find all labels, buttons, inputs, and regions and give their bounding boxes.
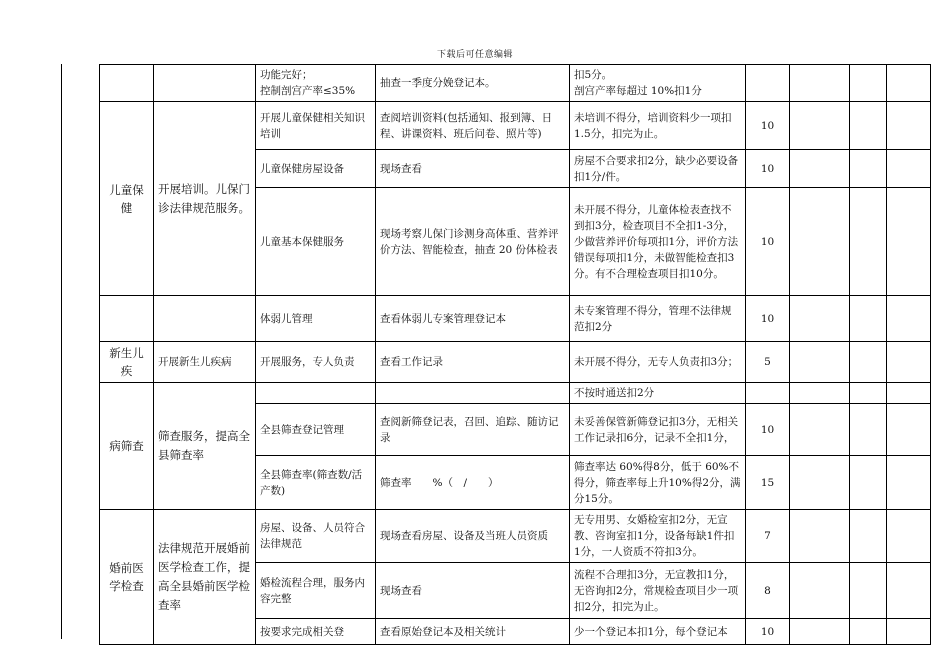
empty-cell — [887, 456, 931, 510]
requirement-cell: 筛查服务，提高全县筛查率 — [154, 383, 256, 510]
item-cell: 体弱儿管理 — [256, 296, 376, 342]
empty-cell — [850, 342, 887, 383]
empty-cell — [887, 150, 931, 188]
empty-cell — [887, 65, 931, 102]
empty-cell — [850, 65, 887, 102]
deduction-cell: 无专用男、女婚检室扣2分，无宣教、咨询室扣1分，设备每缺1件扣1分，一人资质不符扣3分。 — [570, 510, 746, 563]
score-cell: 10 — [746, 619, 790, 645]
deduction-cell: 少一个登记本扣1分，每个登记本 — [570, 619, 746, 645]
empty-cell — [850, 563, 887, 619]
deduction-cell: 扣5分。 剖宫产率每超过 10%扣1分 — [570, 65, 746, 102]
deduction-cell: 不按时通送扣2分 — [570, 383, 746, 404]
category-cell: 病筛查 — [100, 383, 154, 510]
empty-cell — [887, 404, 931, 456]
method-cell: 现场考察儿保门诊测身高体重、营养评价方法、智能检查，抽查 20 份体检表 — [376, 188, 570, 296]
empty-cell — [887, 342, 931, 383]
empty-cell — [850, 456, 887, 510]
item-cell: 开展儿童保健相关知识培训 — [256, 102, 376, 150]
table-row — [100, 342, 931, 383]
deduction-cell: 筛查率达 60%得8分，低于 60%不得分，筛查率每上升10%得2分，满分15分。 — [570, 456, 746, 510]
page-header: 下载后可任意编辑 — [436, 50, 513, 60]
score-cell: 8 — [746, 563, 790, 619]
method-cell — [376, 383, 570, 404]
score-cell: 10 — [746, 150, 790, 188]
requirement-cell: 开展培训。儿保门诊法律规范服务。 — [154, 102, 256, 296]
category-cell: 婚前医学检查 — [100, 510, 154, 645]
category-cell: 新生儿疾 — [100, 342, 154, 383]
empty-cell — [850, 404, 887, 456]
item-cell: 婚检流程合理，服务内容完整 — [256, 563, 376, 619]
empty-cell — [887, 510, 931, 563]
deduction-cell: 未专案管理不得分，管理不法律规范扣2分 — [570, 296, 746, 342]
item-cell: 全县筛查登记管理 — [256, 404, 376, 456]
empty-cell — [790, 188, 850, 296]
empty-cell — [790, 404, 850, 456]
table-row — [100, 383, 931, 404]
empty-cell — [790, 342, 850, 383]
category-cell — [100, 65, 154, 102]
item-cell: 全县筛查率(筛查数/活产数) — [256, 456, 376, 510]
item-cell: 房屋、设备、人员符合法律规范 — [256, 510, 376, 563]
table-row — [100, 65, 931, 102]
assessment-table — [99, 64, 931, 645]
score-cell: 10 — [746, 102, 790, 150]
method-cell: 现场查看房屋、设备及当班人员资质 — [376, 510, 570, 563]
requirement-cell: 开展新生儿疾病 — [154, 342, 256, 383]
method-cell: 抽查一季度分娩登记本。 — [376, 65, 570, 102]
table-row — [100, 510, 931, 563]
deduction-cell: 未妥善保管新筛登记扣3分，无相关工作记录扣6分，记录不全扣1分， — [570, 404, 746, 456]
left-margin-line — [61, 64, 62, 639]
empty-cell — [887, 102, 931, 150]
empty-cell — [850, 619, 887, 645]
empty-cell — [850, 150, 887, 188]
item-cell: 开展服务，专人负责 — [256, 342, 376, 383]
score-cell — [746, 383, 790, 404]
empty-cell — [790, 563, 850, 619]
item-cell — [256, 383, 376, 404]
empty-cell — [790, 619, 850, 645]
table-row — [100, 102, 931, 150]
empty-cell — [850, 188, 887, 296]
deduction-cell: 未培训不得分，培训资料少一项扣1.5分，扣完为止。 — [570, 102, 746, 150]
method-cell: 筛查率 %（ / ） — [376, 456, 570, 510]
empty-cell — [790, 296, 850, 342]
empty-cell — [887, 383, 931, 404]
category-cell — [100, 296, 154, 342]
requirement-cell — [154, 65, 256, 102]
score-cell: 10 — [746, 296, 790, 342]
empty-cell — [790, 383, 850, 404]
score-cell: 10 — [746, 404, 790, 456]
empty-cell — [790, 510, 850, 563]
empty-cell — [790, 150, 850, 188]
method-cell: 查看工作记录 — [376, 342, 570, 383]
empty-cell — [790, 65, 850, 102]
empty-cell — [887, 188, 931, 296]
score-cell: 10 — [746, 188, 790, 296]
requirement-cell — [154, 296, 256, 342]
score-cell: 5 — [746, 342, 790, 383]
category-cell: 儿童保健 — [100, 102, 154, 296]
empty-cell — [850, 510, 887, 563]
score-cell — [746, 65, 790, 102]
empty-cell — [790, 102, 850, 150]
method-cell: 查阅培训资料(包括通知、报到簿、日程、讲课资料、班后问卷、照片等) — [376, 102, 570, 150]
method-cell: 现场查看 — [376, 563, 570, 619]
deduction-cell: 房屋不合要求扣2分，缺少必要设备扣1分/件。 — [570, 150, 746, 188]
empty-cell — [887, 296, 931, 342]
item-cell: 功能完好； 控制剖宫产率≤35% — [256, 65, 376, 102]
method-cell: 查看体弱儿专案管理登记本 — [376, 296, 570, 342]
score-cell: 15 — [746, 456, 790, 510]
table-row — [100, 296, 931, 342]
method-cell: 查看原始登记本及相关统计 — [376, 619, 570, 645]
deduction-cell: 未开展不得分，儿童体检表查找不到扣3分，检查项目不全扣1-3分，少做营养评价每项扣1分，评价方法错误每项扣1分，未做智能检查扣3分。有不合理检查项目扣10分。 — [570, 188, 746, 296]
requirement-cell: 法律规范开展婚前医学检查工作，提高全县婚前医学检查率 — [154, 510, 256, 645]
empty-cell — [850, 383, 887, 404]
empty-cell — [850, 102, 887, 150]
deduction-cell: 流程不合理扣3分，无宣教扣1分，无咨询扣2分，常规检查项目少一项扣2分，扣完为止。 — [570, 563, 746, 619]
item-cell: 儿童基本保健服务 — [256, 188, 376, 296]
empty-cell — [887, 619, 931, 645]
deduction-cell: 未开展不得分，无专人负责扣3分； — [570, 342, 746, 383]
empty-cell — [850, 296, 887, 342]
score-cell: 7 — [746, 510, 790, 563]
method-cell: 现场查看 — [376, 150, 570, 188]
item-cell: 儿童保健房屋设备 — [256, 150, 376, 188]
empty-cell — [887, 563, 931, 619]
item-cell: 按要求完成相关登 — [256, 619, 376, 645]
empty-cell — [790, 456, 850, 510]
method-cell: 查阅新筛登记表，召回、追踪、随访记录 — [376, 404, 570, 456]
